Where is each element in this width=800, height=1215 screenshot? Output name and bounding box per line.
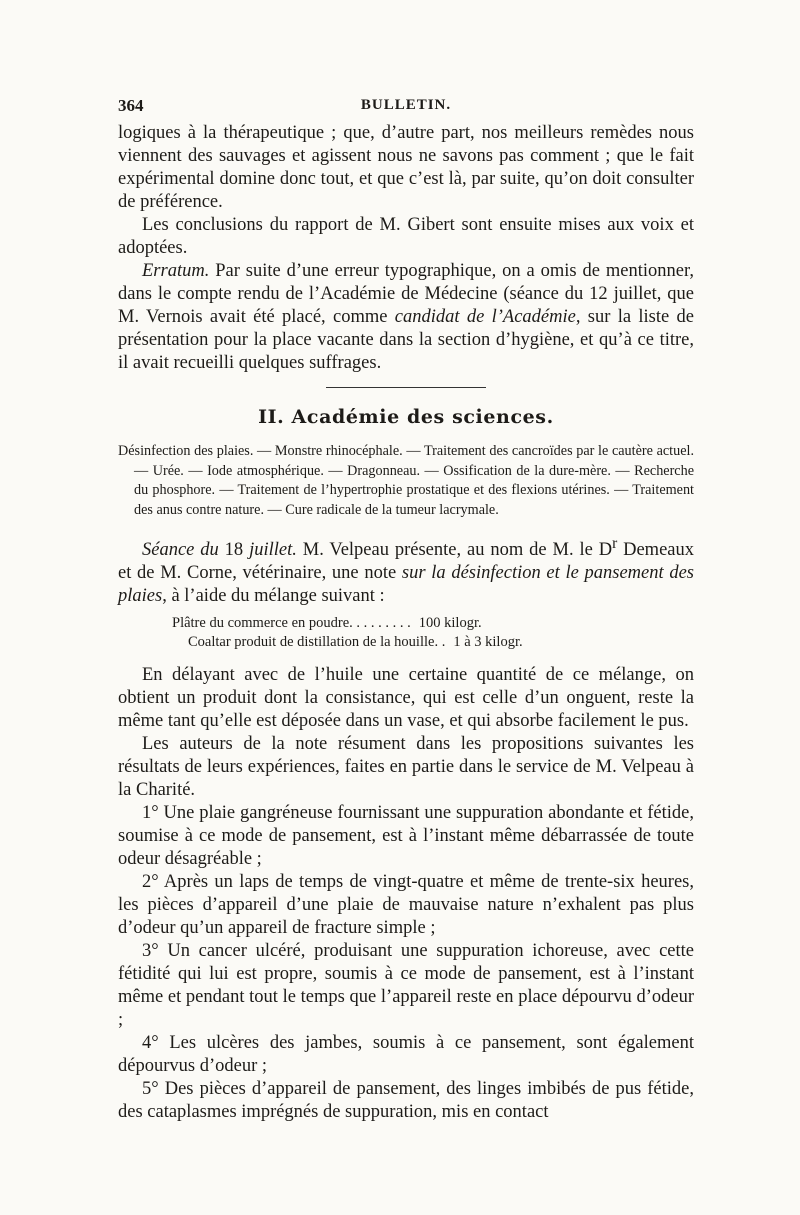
seance-text-2: Demeaux et de M. Corne, vétérinaire, une note	[118, 540, 694, 584]
running-header	[118, 96, 694, 122]
proposition-item: 1° Une plaie gangréneuse fournissant une suppuration abondante et fétide, soumise à ce mode de pansement, est à l’instant même débarrassée de toute odeur désagréable ;	[118, 803, 694, 870]
erratum-text-before: Par suite d’une erreur typographique, on a omis de mentionner, dans le compte rendu de l’Académie de Médecine (séance du 12 juillet, que M. Vernois avait été placé, comme	[118, 261, 694, 327]
seance-date-num: 18	[224, 540, 244, 561]
formula-ingredient: Plâtre du commerce en poudre. . . . . . . . .	[172, 615, 411, 632]
proposition-item: 4° Les ulcères des jambes, soumis à ce pansement, sont également dépourvus d’odeur ;	[118, 1033, 694, 1077]
proposition-item: 3° Un cancer ulcéré, produisant une suppuration ichoreuse, avec cette fétidité qui lui est propre, soumis à ce mode de pansement, est à l’instant même et pendant tout le temps que l’appareil reste en place dépourvu d’odeur ;	[118, 941, 694, 1031]
proposition-item: 5° Des pièces d’appareil de pansement, des linges imbibés de pus fétide, des cataplasmes imprégnés de suppuration, mis en contact	[118, 1079, 694, 1123]
continuation-paragraph: logiques à la thérapeutique ; que, d’autre part, nos meilleurs remèdes nous viennent des sauvages et agissent nous ne savons pas comment ; que le fait expérimental domine donc tout, et que c’est là, par suite, qu’on doit consulter de préférence.	[118, 123, 694, 212]
seance-italic: sur la désinfection et le pansement des plaies	[118, 563, 694, 607]
formula-quantity: 1 à 3 kilogr.	[453, 634, 523, 651]
formula-ingredient: Coaltar produit de distillation de la houille. .	[188, 634, 446, 651]
formula-row	[118, 614, 694, 633]
seance-date-prefix: Séance du	[142, 540, 225, 561]
erratum-italic: candidat de l’Académie	[394, 307, 576, 327]
erratum-text-after: , sur la liste de présentation pour la place vacante dans la section d’hygiène, et qu’à ce titre, il avait recueilli quelques suffrages.	[118, 307, 694, 373]
seance-date-month: juillet.	[243, 540, 297, 561]
formula-row	[118, 633, 694, 652]
body-paragraph: En délayant avec de l’huile une certaine quantité de ce mélange, on obtient un produit dont la consistance, qui est celle d’un onguent, reste la même tant qu’elle est déposée dans un vase, et qui absorbe facilement le pus.	[118, 665, 694, 732]
seance-paragraph	[118, 532, 694, 608]
formula-quantity: 100 kilogr.	[418, 615, 482, 632]
body-paragraph: Les auteurs de la note résument dans les propositions suivantes les résultats de leurs expériences, faites en partie dans le service de M. Velpeau à la Charité.	[118, 734, 694, 801]
section-divider	[326, 387, 486, 388]
page-number: 364	[118, 96, 144, 115]
section-summary: Désinfection des plaies. — Monstre rhinocéphale. — Traitement des cancroïdes par le cautère actuel. — Urée. — Iode atmosphérique. — Dragonneau. — Ossification de la dure-mère. — Recherche du phosphore. — Traitement de l’hypertrophie prostatique et des flexions utérines. — Traitement des anus contre nature. — Cure radicale de la tumeur lacrymale.	[118, 443, 694, 518]
seance-text-1: M. Velpeau présente, au nom de M. le D	[296, 540, 613, 561]
document-page	[118, 96, 694, 1124]
erratum-paragraph	[118, 260, 694, 375]
running-title: BULLETIN.	[360, 97, 452, 113]
seance-text-3: , à l’aide du mélange suivant :	[162, 586, 385, 607]
formula-block	[118, 614, 694, 652]
seance-sup: r	[612, 535, 618, 552]
section-title: II. Académie des sciences.	[258, 406, 554, 428]
erratum-label: Erratum.	[142, 261, 210, 281]
proposition-item: 2° Après un laps de temps de vingt-quatre et même de trente-six heures, les pièces d’appareil d’une plaie de mauvaise nature n’exhalent pas plus d’odeur qu’un appareil de fracture simple ;	[118, 872, 694, 939]
conclusions-paragraph: Les conclusions du rapport de M. Gibert sont ensuite mises aux voix et adoptées.	[118, 215, 694, 258]
